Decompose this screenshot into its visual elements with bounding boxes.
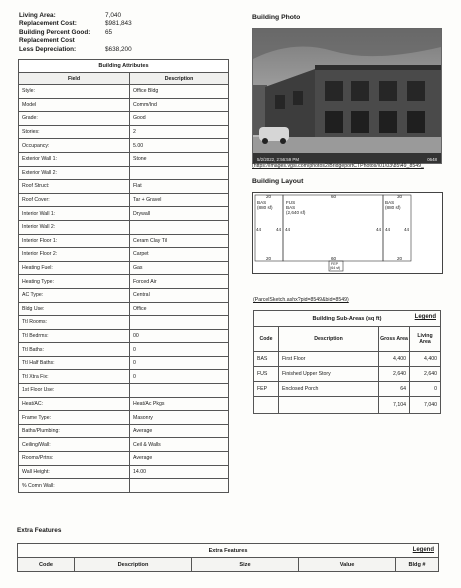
fus-label: FUS — [286, 200, 296, 205]
dim-bot-mid: 60 — [331, 256, 337, 261]
subarea-description: Finished Upper Story — [279, 367, 379, 382]
subarea-description: First Floor — [279, 352, 379, 367]
attribute-description: Good — [130, 112, 229, 126]
subareas-table — [253, 310, 441, 414]
attribute-row — [19, 139, 229, 153]
attribute-description: 5.00 — [130, 139, 229, 153]
attribute-row — [19, 370, 229, 384]
attribute-description: 0 — [130, 343, 229, 357]
subarea-living: 4,400 — [410, 352, 441, 367]
subarea-code: BAS — [254, 352, 279, 367]
dim-side-e: 44 — [385, 227, 391, 232]
attribute-description: 0 — [130, 370, 229, 384]
attribute-row — [19, 356, 229, 370]
subareas-legend-link[interactable]: Legend — [414, 314, 436, 320]
attribute-field: % Comn Wall: — [19, 479, 130, 493]
attribute-field: Roof Cover: — [19, 193, 130, 207]
attribute-field: Stories: — [19, 125, 130, 139]
attribute-description: Gas — [130, 261, 229, 275]
attribute-row — [19, 438, 229, 452]
attribute-field: Style: — [19, 85, 130, 99]
building-summary — [19, 11, 132, 53]
bas-left-label: BAS — [257, 200, 267, 205]
sketch-lines — [253, 193, 442, 273]
attribute-row — [19, 411, 229, 425]
attribute-description: Heat/Ac Pkgs — [130, 397, 229, 411]
attribute-description: Comm/Ind — [130, 98, 229, 112]
attribute-field: Rooms/Prtns: — [19, 452, 130, 466]
dim-top-mid: 60 — [331, 194, 337, 199]
attribute-description: Masonry — [130, 411, 229, 425]
attribute-row — [19, 152, 229, 166]
fus-bas-label: BAS — [286, 205, 296, 210]
dim-bot-right: 20 — [397, 256, 403, 261]
sub-description-header: Description — [279, 327, 379, 352]
attribute-field: Exterior Wall 2: — [19, 166, 130, 180]
building-photo — [252, 28, 442, 164]
attribute-field: Heating Fuel: — [19, 261, 130, 275]
attribute-row — [19, 261, 229, 275]
dim-side-c: 44 — [285, 227, 291, 232]
attribute-description — [130, 384, 229, 398]
attribute-row — [19, 424, 229, 438]
dim-top-right: 30 — [397, 194, 403, 199]
attribute-description: 00 — [130, 329, 229, 343]
extra-features-table — [17, 543, 439, 572]
xf-code-header: Code — [18, 558, 75, 572]
dim-top-left: 20 — [266, 194, 272, 199]
subarea-row — [254, 382, 441, 397]
attribute-field: Interior Floor 2: — [19, 248, 130, 262]
repl-less-dep-value: $638,200 — [105, 45, 132, 53]
attribute-row — [19, 479, 229, 493]
xf-value-header: Value — [299, 558, 396, 572]
attribute-row — [19, 220, 229, 234]
attribute-description: Drywall — [130, 207, 229, 221]
attributes-title: Building Attributes — [19, 60, 229, 73]
attribute-field: Heat/AC: — [19, 397, 130, 411]
total-description-cell — [279, 397, 379, 414]
attribute-row — [19, 288, 229, 302]
attribute-description — [130, 166, 229, 180]
xf-bldg-header: Bldg # — [396, 558, 439, 572]
living-area-header: Living Area — [410, 327, 441, 352]
attribute-field: Wall Height: — [19, 465, 130, 479]
dim-side-b: 44 — [276, 227, 282, 232]
attribute-row — [19, 180, 229, 194]
total-living: 7,040 — [410, 397, 441, 414]
attribute-row — [19, 166, 229, 180]
attribute-row — [19, 343, 229, 357]
repl-less-dep-label-1: Replacement Cost — [19, 36, 75, 44]
building-layout-title: Building Layout — [252, 178, 304, 185]
dim-side-f: 44 — [404, 227, 410, 232]
description-header: Description — [130, 73, 229, 85]
attribute-description: Average — [130, 424, 229, 438]
xf-description-header: Description — [75, 558, 192, 572]
attribute-field: Frame Type: — [19, 411, 130, 425]
attribute-field: Exterior Wall 1: — [19, 152, 130, 166]
attribute-row — [19, 234, 229, 248]
building-photo-image — [253, 29, 441, 163]
total-code-cell — [254, 397, 279, 414]
replacement-cost-label: Replacement Cost: — [19, 20, 77, 28]
fep-area: (64 sf) — [330, 266, 341, 270]
attribute-description — [130, 316, 229, 330]
attribute-row — [19, 397, 229, 411]
attribute-description: Carpet — [130, 248, 229, 262]
sketch-link[interactable]: (ParcelSketch.ashx?pid=8549&bid=8549) — [253, 297, 349, 303]
attribute-field: Ttl Rooms: — [19, 316, 130, 330]
attribute-description: Ceil & Walls — [130, 438, 229, 452]
extra-features-heading: Extra Features — [17, 527, 62, 534]
attribute-field: Ceiling/Wall: — [19, 438, 130, 452]
subarea-gross: 4,400 — [379, 352, 410, 367]
living-area-label: Living Area: — [19, 11, 56, 19]
attribute-field: Interior Wall 2: — [19, 220, 130, 234]
attribute-description: Central — [130, 288, 229, 302]
fus-area: (2,640 sf) — [286, 210, 306, 215]
attribute-field: Ttl Xtra Fix: — [19, 370, 130, 384]
attribute-description: Forced Air — [130, 275, 229, 289]
subarea-gross: 64 — [379, 382, 410, 397]
dim-side-a: 44 — [256, 227, 262, 232]
subareas-wrapper — [253, 310, 441, 414]
attribute-description: Tar + Gravel — [130, 193, 229, 207]
dim-side-d: 44 — [376, 227, 382, 232]
bas-right-label: BAS — [385, 200, 395, 205]
subareas-body — [254, 352, 441, 397]
fep-label: FEP — [331, 262, 338, 266]
attribute-description: Stone — [130, 152, 229, 166]
attribute-row — [19, 125, 229, 139]
extra-features-title: Extra Features — [208, 547, 248, 554]
subarea-gross: 2,640 — [379, 367, 410, 382]
attribute-row — [19, 112, 229, 126]
attribute-description: 14.00 — [130, 465, 229, 479]
attribute-field: 1st Floor Use: — [19, 384, 130, 398]
xf-size-header: Size — [192, 558, 299, 572]
percent-good-value: 65 — [105, 28, 113, 36]
attribute-row — [19, 275, 229, 289]
attribute-field: Interior Floor 1: — [19, 234, 130, 248]
attribute-row — [19, 465, 229, 479]
attribute-description: Average — [130, 452, 229, 466]
attribute-description: Office Bldg — [130, 85, 229, 99]
attribute-row — [19, 329, 229, 343]
building-photo-title: Building Photo — [252, 14, 301, 21]
subarea-living: 2,640 — [410, 367, 441, 382]
attribute-field: Occupancy: — [19, 139, 130, 153]
photo-number: 0648 — [427, 157, 437, 162]
extra-features-legend-link[interactable]: Legend — [412, 547, 434, 553]
attribute-description — [130, 479, 229, 493]
subarea-row — [254, 367, 441, 382]
attribute-field: Interior Wall 1: — [19, 207, 130, 221]
attribute-description: 2 — [130, 125, 229, 139]
building-sketch — [252, 192, 443, 274]
code-header: Code — [254, 327, 279, 352]
attribute-description: Ceram Clay Til — [130, 234, 229, 248]
attribute-description: Flat — [130, 180, 229, 194]
replacement-cost-value: $981,843 — [105, 20, 132, 28]
gross-area-header: Gross Area — [379, 327, 410, 352]
attribute-field: Grade: — [19, 112, 130, 126]
dim-bot-left: 20 — [266, 256, 272, 261]
attribute-row — [19, 248, 229, 262]
bas-right-area: (880 sf) — [385, 205, 401, 210]
bas-left-area: (880 sf) — [257, 205, 273, 210]
repl-less-dep-label-2: Less Depreciation: — [19, 45, 77, 53]
subarea-living: 0 — [410, 382, 441, 397]
attribute-field: Roof Struct: — [19, 180, 130, 194]
attribute-field: Model — [19, 98, 130, 112]
photo-timestamp: 5/2/2022, 2:56:59 PM — [257, 157, 299, 162]
total-gross: 7,104 — [379, 397, 410, 414]
attribute-row — [19, 452, 229, 466]
attribute-field: Ttl Bedrms: — [19, 329, 130, 343]
attribute-row — [19, 207, 229, 221]
building-attributes-table — [18, 59, 229, 493]
attributes-body — [19, 85, 229, 493]
attribute-field: Heating Type: — [19, 275, 130, 289]
subarea-code: FUS — [254, 367, 279, 382]
attribute-description: 0 — [130, 356, 229, 370]
attribute-row — [19, 85, 229, 99]
attribute-field: Baths/Plumbing: — [19, 424, 130, 438]
attribute-field: AC Type: — [19, 288, 130, 302]
attribute-description: Office — [130, 302, 229, 316]
photo-link[interactable]: (https://images.vgsi.com/photos2/BridgeportCTPhotos/\01\03\85\49_8549_ — [252, 163, 424, 169]
subarea-code: FEP — [254, 382, 279, 397]
subarea-description: Enclosed Porch — [279, 382, 379, 397]
attribute-row — [19, 316, 229, 330]
attribute-field: Ttl Baths: — [19, 343, 130, 357]
attribute-field: Bldg Use: — [19, 302, 130, 316]
living-area-value: 7,040 — [105, 11, 121, 19]
field-header: Field — [19, 73, 130, 85]
subarea-row — [254, 352, 441, 367]
percent-good-label: Building Percent Good: — [19, 28, 91, 36]
attribute-row — [19, 302, 229, 316]
attribute-description — [130, 220, 229, 234]
attribute-field: Ttl Half Baths: — [19, 356, 130, 370]
subareas-title: Building Sub-Areas (sq ft) — [312, 315, 382, 322]
attribute-row — [19, 98, 229, 112]
attribute-row — [19, 193, 229, 207]
attribute-row — [19, 384, 229, 398]
